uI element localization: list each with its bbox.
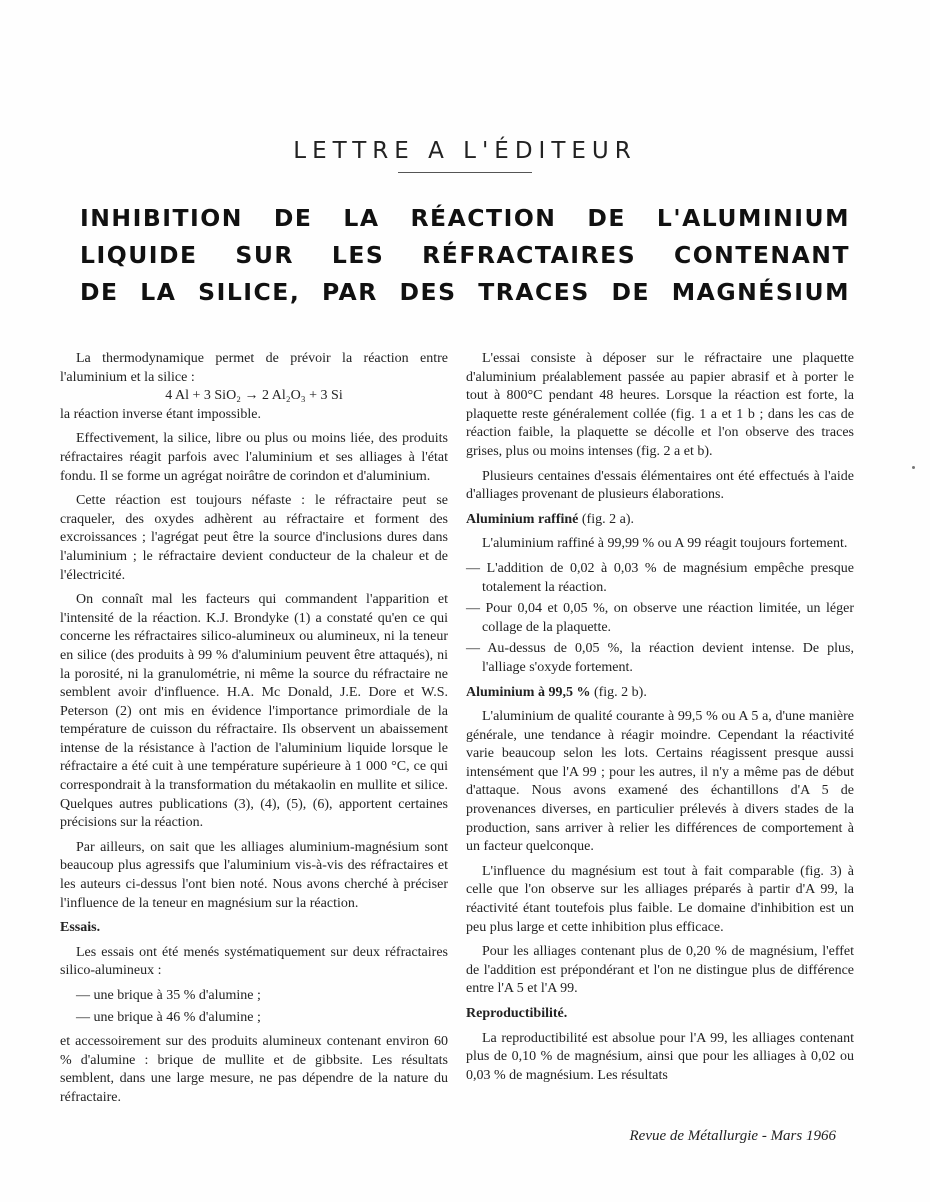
figure-reference: (fig. 2 a). <box>581 511 634 527</box>
paragraph: La reproductibilité est absolue pour l'A 99, les alliages contenant plus de 0,10 % de magnésium, ainsi que pour les alliages à 0,02 ou 0,03 % de magnésium. Les résultats <box>466 1030 854 1083</box>
list-item: — une brique à 46 % d'alumine ; <box>60 1009 448 1028</box>
title-line-1: INHIBITION DE LA RÉACTION DE L'ALUMINIUM <box>80 204 850 232</box>
title-line-3: DE LA SILICE, PAR DES TRACES DE MAGNÉSIUM <box>80 278 850 306</box>
paragraph: Les essais ont été menés systématiquement sur deux réfractaires silico-alumineux : <box>60 944 448 979</box>
paragraph: La thermodynamique permet de prévoir la réaction entre l'aluminium et la silice : <box>60 351 448 385</box>
list-item: — Au-dessus de 0,05 %, la réaction devient intense. De plus, l'alliage s'oxyde fortement. <box>466 640 854 677</box>
left-column <box>60 350 448 1114</box>
paragraph: L'aluminium raffiné à 99,99 % ou A 99 réagit toujours fortement. <box>482 536 848 552</box>
figure-reference: (fig. 2 b). <box>593 684 647 700</box>
brick-list <box>60 987 448 1027</box>
paragraph: Pour les alliages contenant plus de 0,20 % de magnésium, l'effet de l'addition est prépondérant et l'on ne distingue plus de différence entre l'A 5 et l'A 99. <box>466 944 854 997</box>
right-column <box>466 350 854 1091</box>
paragraph: Par ailleurs, on sait que les alliages aluminium-magnésium sont beaucoup plus agressifs que l'aluminium vis-à-vis des réfractaires et les auteurs ci-dessus l'ont bien noté. Nous avons cherché à préciser l'influence de la teneur en magnésium sur la réaction. <box>60 839 448 911</box>
paragraph: Cette réaction est toujours néfaste : le réfractaire peut se craqueler, des oxydes adhèrent au réfractaire et forment des excroissances ; l'agrégat peut être la source d'inclusions dures dans l'aluminium ; le réfractaire devient conducteur de la chaleur et de l'électricité. <box>60 493 448 583</box>
magnesium-list <box>466 560 854 678</box>
list-item: — L'addition de 0,02 à 0,03 % de magnésium empêche presque totalement la réaction. <box>466 560 854 597</box>
scan-speck <box>912 466 915 469</box>
paragraph: On connaît mal les facteurs qui commandent l'apparition et l'intensité de la réaction. K.J. Brondyke (1) a constaté qu'en ce qui concerne les réfractaires silico-alumineux ou alumineux, ni la teneur en silice (des produits à 99 % d'aluminium peuvent être attaqués), ni la porosité, ni la granulométrie, ni même la source du réfractaire ne semblent avoir d'influence. H.A. Mc Donald, J.E. Dore et W.S. Peterson (2) ont mis en évidence l'importance primordiale de la température de cuisson du réfractaire. Ils observent un abaissement intense de la résistance à l'action de l'aluminium liquide lorsque le réfractaire a été cuit à une température supérieure à 1 000 °C, ce qui correspondrait à la transformation du métakaolin en mullite et silice. Quelques autres publications (3), (4), (5), (6), apportent certaines précisions sur la réaction. <box>60 592 448 831</box>
title-line-2: LIQUIDE SUR LES RÉFRACTAIRES CONTENANT <box>80 241 850 269</box>
kicker-rule <box>398 172 532 173</box>
paragraph: L'influence du magnésium est tout à fait comparable (fig. 3) à celle que l'on observe sur les alliages préparés à partir d'A 99, la réactivité étant toutefois plus faible. Le domaine d'inhibition est un peu plus large et cette inhibition plus efficace. <box>466 863 854 935</box>
heading-text: Aluminium raffiné <box>466 511 579 527</box>
list-item: — une brique à 35 % d'alumine ; <box>60 987 448 1006</box>
section-heading-raffine <box>466 511 854 530</box>
section-heading-reproductibilite: Reproductibilité. <box>466 1006 568 1021</box>
paragraph: Effectivement, la silice, libre ou plus ou moins liée, des produits réfractaires réagit parfois avec l'aluminium et ses alliages à l'état fondu. Il se forme un agrégat noirâtre de corindon et d'aluminium. <box>60 431 448 484</box>
paragraph: la réaction inverse étant impossible. <box>60 406 261 422</box>
section-heading-essais: Essais. <box>60 920 101 936</box>
paragraph: L'aluminium de qualité courante à 99,5 % ou A 5 a, d'une manière générale, une tendance à réagir moindre. Cependant la réactivité varie beaucoup selon les lots. Certains réagissent presque aussi intensément que l'A 99 ; pour les autres, il n'y a même pas de début d'attaque. Nous avons examené des échantillons d'A 5 de provenances diverses, en particulier prélevés à divers stades de la production, sans arriver à relier les différences de comportement à un facteur quelconque. <box>466 709 854 855</box>
heading-text: Aluminium à 99,5 % <box>466 684 591 700</box>
section-heading-995 <box>466 684 854 703</box>
list-item: — Pour 0,04 et 0,05 %, on observe une réaction limitée, un léger collage de la plaquette. <box>466 600 854 637</box>
journal-footer: Revue de Métallurgie - Mars 1966 <box>629 1128 836 1144</box>
chemical-equation: 4 Al + 3 SiO₂ → 2 Al₂O₃ + 3 Si <box>165 388 343 404</box>
paragraph: Plusieurs centaines d'essais élémentaires ont été effectués à l'aide d'alliages provenant de plusieurs élaborations. <box>466 468 854 503</box>
paragraph: et accessoirement sur des produits alumineux contenant environ 60 % d'alumine : brique de mullite et de gibbsite. Les résultats semblent, dans une large mesure, ne pas dépendre de la nature du réfractaire. <box>60 1034 448 1105</box>
article-title <box>80 200 850 311</box>
paragraph: L'essai consiste à déposer sur le réfractaire une plaquette d'aluminium préalablement passée au papier abrasif et à porter le tout à 800°C pendant 48 heures. Lorsque la réaction est forte, la plaquette reste généralement collée (fig. 1 a et 1 b ; dans les cas de réaction faible, la plaquette se décolle et l'on observe des traces grises, plus ou moins intenses (fig. 2 a et b). <box>466 351 854 459</box>
section-kicker: LETTRE A L'ÉDITEUR <box>293 138 637 164</box>
